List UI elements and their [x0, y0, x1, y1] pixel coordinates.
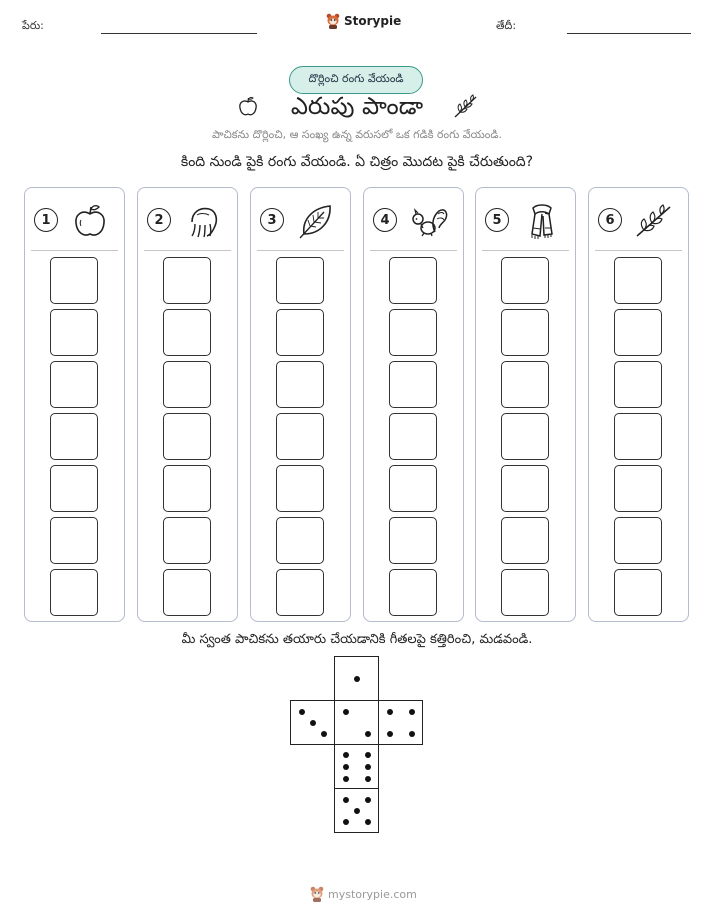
color-box[interactable] [614, 465, 662, 512]
column-6 [588, 187, 689, 622]
color-box[interactable] [163, 309, 211, 356]
die-pip [343, 764, 349, 770]
column-divider [370, 250, 457, 251]
column-number: 2 [147, 208, 171, 232]
column-divider [144, 250, 231, 251]
color-box[interactable] [501, 361, 549, 408]
die-pip [365, 731, 371, 737]
column-divider [595, 250, 682, 251]
die-pip [321, 731, 327, 737]
die-face-4 [378, 700, 423, 745]
die-pip [354, 676, 360, 682]
die-face-6 [334, 744, 379, 789]
color-box[interactable] [163, 413, 211, 460]
color-box[interactable] [501, 413, 549, 460]
color-box[interactable] [276, 309, 324, 356]
color-box[interactable] [163, 465, 211, 512]
die-pip [343, 752, 349, 758]
color-box[interactable] [501, 517, 549, 564]
column-number: 3 [260, 208, 284, 232]
color-box[interactable] [50, 517, 98, 564]
color-box[interactable] [389, 309, 437, 356]
color-box[interactable] [389, 413, 437, 460]
column-5 [475, 187, 576, 622]
cut-instruction: మీ స్వంత పాచికను తయారు చేయడానికి గీతలపై కత్తిరించి, మడవండి. [181, 632, 533, 647]
die-pip [365, 797, 371, 803]
die-pip [354, 808, 360, 814]
die-pip [343, 797, 349, 803]
scarf-icon [521, 202, 561, 240]
column-1 [24, 187, 125, 622]
date-line[interactable] [567, 33, 691, 34]
die-face-1 [334, 656, 379, 701]
squirrel-icon [409, 202, 449, 240]
die-face-5 [334, 788, 379, 833]
color-box[interactable] [50, 413, 98, 460]
color-box[interactable] [276, 465, 324, 512]
color-box[interactable] [614, 413, 662, 460]
color-box[interactable] [276, 361, 324, 408]
date-label: తేదీ: [496, 19, 517, 32]
page-title: ఎరుపు పాండా [290, 92, 424, 120]
die-pip [365, 764, 371, 770]
branch-icon [634, 202, 674, 240]
color-box[interactable] [389, 361, 437, 408]
die-pip [310, 720, 316, 726]
column-number: 1 [34, 208, 58, 232]
footer [310, 886, 417, 902]
footer-url[interactable]: mystorypie.com [328, 887, 417, 901]
color-box[interactable] [389, 569, 437, 616]
color-box[interactable] [50, 569, 98, 616]
storypie-logo [326, 13, 401, 29]
color-box[interactable] [50, 257, 98, 304]
color-box[interactable] [501, 257, 549, 304]
color-box[interactable] [501, 465, 549, 512]
activity-pill: దొర్లించి రంగు వేయండి [289, 66, 423, 94]
instruction-text: కింది నుండి పైకి రంగు వేయండి. ఏ చిత్రం మొదట పైకి చేరుతుంది? [180, 154, 534, 170]
color-box[interactable] [389, 517, 437, 564]
color-box[interactable] [614, 361, 662, 408]
color-box[interactable] [276, 257, 324, 304]
color-box[interactable] [163, 361, 211, 408]
column-number: 4 [373, 208, 397, 232]
color-box[interactable] [501, 569, 549, 616]
column-divider [31, 250, 118, 251]
color-box[interactable] [163, 569, 211, 616]
column-3 [250, 187, 351, 622]
column-2 [137, 187, 238, 622]
color-box[interactable] [501, 309, 549, 356]
color-box[interactable] [163, 517, 211, 564]
die-face-3 [290, 700, 335, 745]
column-number: 6 [598, 208, 622, 232]
color-box[interactable] [614, 309, 662, 356]
color-box[interactable] [276, 413, 324, 460]
die-face-1 [334, 700, 379, 745]
color-box[interactable] [389, 257, 437, 304]
color-box[interactable] [614, 517, 662, 564]
paw-claw-icon [183, 202, 223, 240]
die-pip [387, 731, 393, 737]
branch-icon [452, 94, 480, 120]
panda-mascot-icon [310, 886, 324, 902]
color-box[interactable] [50, 361, 98, 408]
panda-mascot-icon [326, 13, 340, 29]
column-divider [257, 250, 344, 251]
name-label: పేరు: [22, 19, 44, 32]
column-divider [482, 250, 569, 251]
die-pip [409, 731, 415, 737]
die-pip [365, 752, 371, 758]
subtitle: పాచికను దొర్లించి, ఆ సంఖ్య ఉన్న వరుసలో ఒక గడికి రంగు వేయండి. [212, 128, 502, 141]
color-box[interactable] [276, 569, 324, 616]
die-pip [365, 819, 371, 825]
color-box[interactable] [389, 465, 437, 512]
die-pip [365, 776, 371, 782]
color-box[interactable] [276, 517, 324, 564]
die-pip [409, 709, 415, 715]
apple-icon [70, 202, 110, 240]
name-line[interactable] [101, 33, 257, 34]
color-box[interactable] [614, 569, 662, 616]
column-4 [363, 187, 464, 622]
color-box[interactable] [163, 257, 211, 304]
column-number: 5 [485, 208, 509, 232]
leaf-icon [296, 202, 336, 240]
apple-icon [236, 95, 260, 119]
die-pip [299, 709, 305, 715]
color-box[interactable] [614, 257, 662, 304]
brand-name: Storypie [344, 14, 402, 28]
die-pip [343, 709, 349, 715]
die-pip [343, 776, 349, 782]
color-box[interactable] [50, 309, 98, 356]
die-pip [343, 819, 349, 825]
color-box[interactable] [50, 465, 98, 512]
die-pip [387, 709, 393, 715]
